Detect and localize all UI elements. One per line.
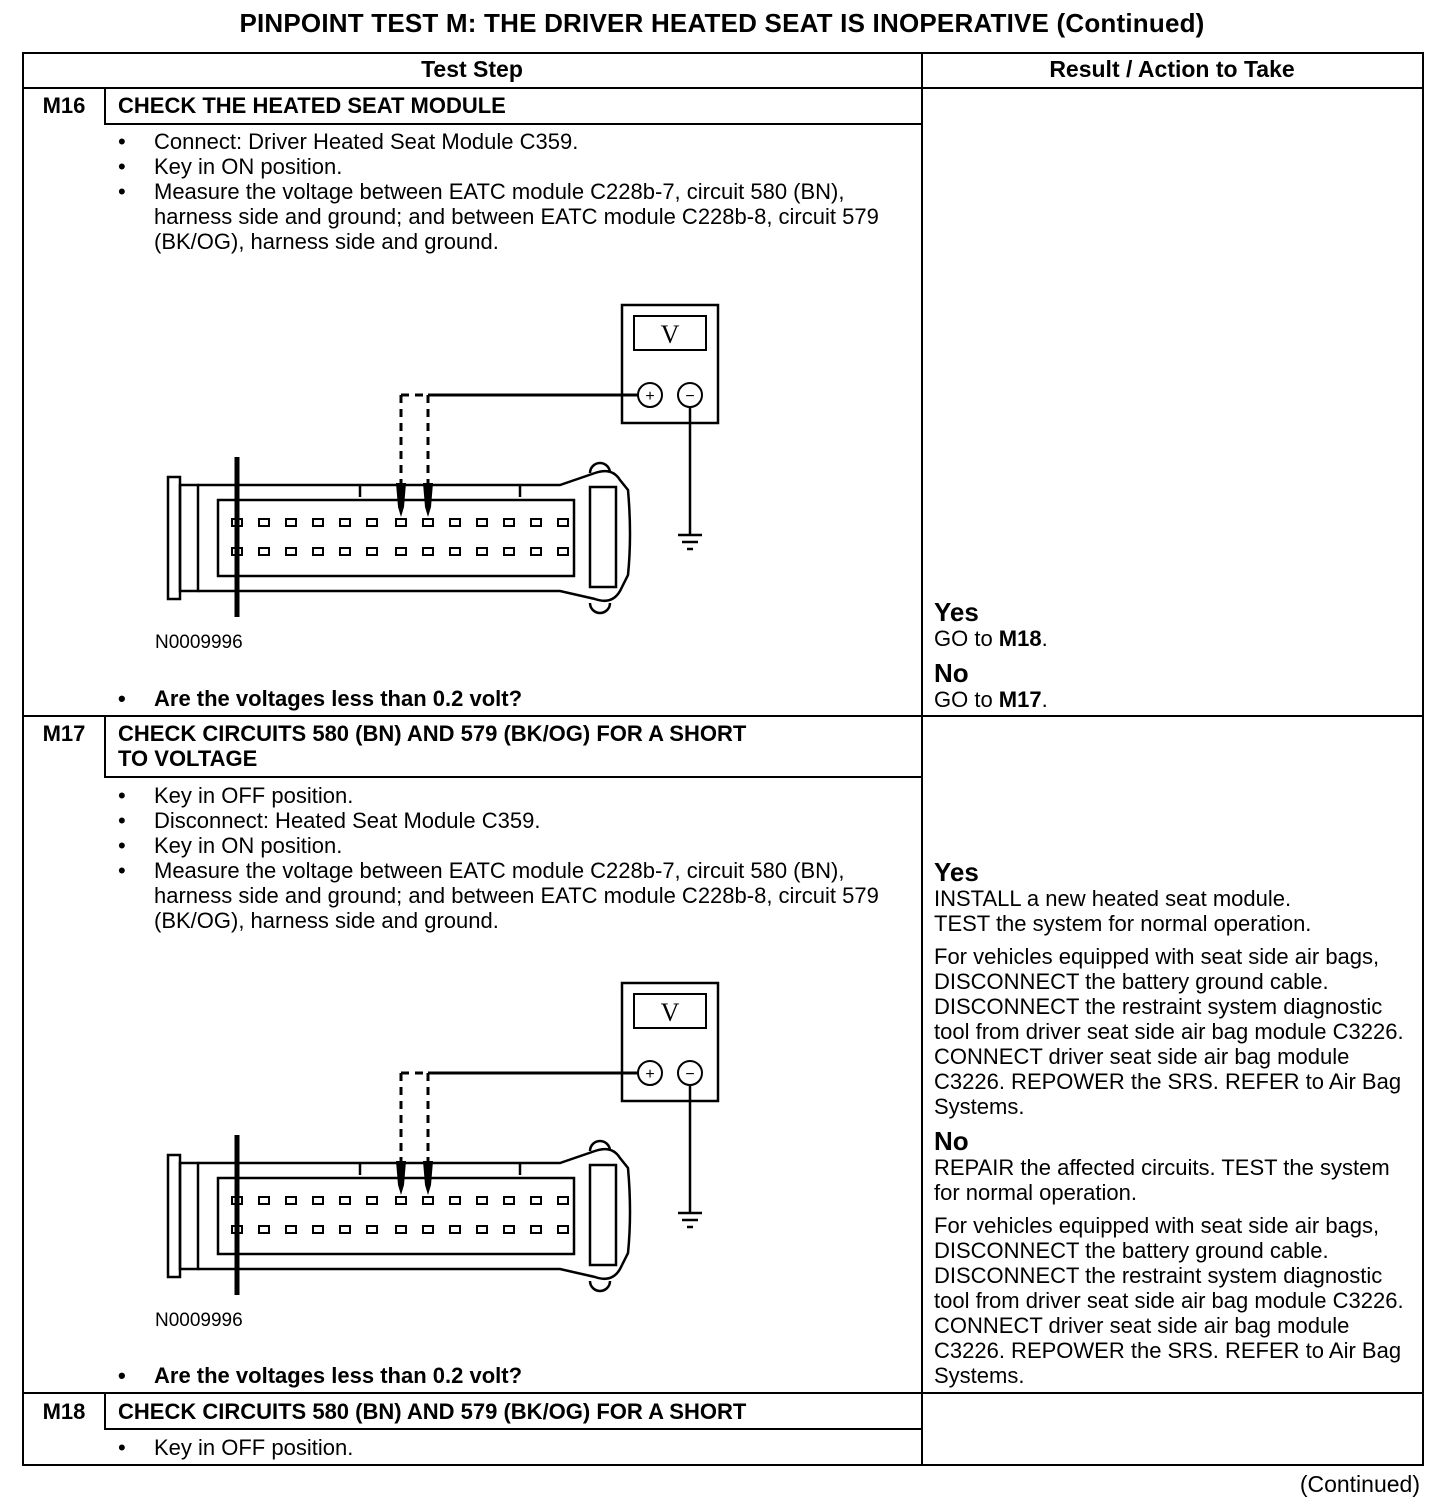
- no-label: No: [934, 1126, 969, 1156]
- yes-action: GO to M18.: [934, 626, 1048, 651]
- step-bullets-m16: [118, 129, 908, 254]
- yes-action-1: INSTALL a new heated seat module.: [934, 886, 1292, 911]
- list-item: • Key in ON position.: [118, 154, 908, 179]
- step-heading-m17-line1: CHECK CIRCUITS 580 (BN) AND 579 (BK/OG) FOR A SHORT: [118, 721, 747, 746]
- list-item: • Disconnect: Heated Seat Module C359.: [118, 808, 908, 833]
- list-item: • Key in ON position.: [118, 833, 908, 858]
- connector-pins: [232, 519, 568, 555]
- list-item: • Connect: Driver Heated Seat Module C359.: [118, 129, 908, 154]
- continued-footer: (Continued): [1299, 1471, 1420, 1497]
- step-id-m17: M17: [42, 721, 86, 746]
- yes-note: For vehicles equipped with seat side air bags, DISCONNECT the battery ground cable. DISCONNECT the restraint system diagnostic tool from driver seat side air bag module C3226. CONNECT driver seat side air bag module C3226. REPOWER the SRS. REFER to Air Bag Systems.: [934, 944, 1404, 1119]
- list-item: [118, 858, 908, 933]
- no-action: REPAIR the affected circuits. TEST the system for normal operation.: [934, 1155, 1390, 1205]
- figure-id-m16: N0009996: [155, 632, 243, 653]
- row-divider: [22, 1392, 1424, 1394]
- step-heading-m16: CHECK THE HEATED SEAT MODULE: [118, 93, 506, 118]
- yes-label: Yes: [934, 597, 979, 627]
- minus-icon: −: [685, 1066, 695, 1083]
- table-bottom-border: [22, 1464, 1424, 1466]
- list-item: • Key in OFF position.: [118, 783, 908, 808]
- step-id-m16: M16: [42, 93, 86, 118]
- header-result: Result / Action to Take: [1049, 56, 1295, 82]
- question-m16: [118, 686, 908, 711]
- table-left-border: [22, 52, 24, 1466]
- step-id-divider: [104, 88, 106, 124]
- page-title: PINPOINT TEST M: THE DRIVER HEATED SEAT IS INOPERATIVE (Continued): [239, 8, 1205, 38]
- goto-m18-link[interactable]: M18: [998, 626, 1042, 651]
- step-heading-m18: CHECK CIRCUITS 580 (BN) AND 579 (BK/OG) FOR A SHORT: [118, 1399, 747, 1424]
- no-label: No: [934, 658, 969, 688]
- no-note: For vehicles equipped with seat side air bags, DISCONNECT the battery ground cable. DISCONNECT the restraint system diagnostic tool from driver seat side air bag module C3226. CONNECT driver seat side air bag module C3226. REPOWER the SRS. REFER to Air Bag Systems.: [934, 1213, 1404, 1388]
- step-heading-m17-line2: TO VOLTAGE: [118, 746, 258, 771]
- step-heading-underline: [104, 776, 922, 778]
- connector: [168, 457, 630, 617]
- list-item: • Are the voltages less than 0.2 volt?: [118, 686, 908, 711]
- wiring-diagram-m17: [150, 973, 740, 1303]
- list-item: [118, 179, 908, 254]
- step-heading-underline: [104, 123, 922, 125]
- connector: [168, 1135, 630, 1295]
- plus-icon: +: [645, 1066, 655, 1083]
- figure-id-m17: N0009996: [155, 1310, 243, 1331]
- meter-label: V: [660, 998, 680, 1027]
- list-item: • Key in OFF position.: [118, 1435, 908, 1460]
- measure-text: • Measure the voltage between EATC module C228b-7, circuit 580 (BN), harness side and ground; and between EATC module C228b-8, circuit 579 (BK/OG), harness side and ground.: [154, 858, 879, 933]
- header-test-step: Test Step: [421, 56, 523, 82]
- step-bullets-m18: [118, 1435, 908, 1460]
- row-divider: [22, 715, 1424, 717]
- wiring-diagram-m16: [150, 295, 740, 625]
- step-id-m18: M18: [42, 1399, 86, 1424]
- result-m16: [934, 598, 1424, 712]
- column-divider: [921, 52, 923, 1466]
- step-id-divider: [104, 716, 106, 778]
- goto-m17-link[interactable]: M17: [998, 687, 1042, 712]
- ground-icon: [678, 535, 702, 549]
- table-right-border: [1422, 52, 1424, 1466]
- step-bullets-m17: [118, 783, 908, 933]
- yes-action-2: TEST the system for normal operation.: [934, 911, 1312, 936]
- connector-pins: [232, 1197, 568, 1233]
- ground-icon: [678, 1213, 702, 1227]
- measure-text: • Measure the voltage between EATC module C228b-7, circuit 580 (BN), harness side and ground; and between EATC module C228b-8, circuit 579 (BK/OG), harness side and ground.: [154, 179, 879, 254]
- step-heading-underline: [104, 1428, 922, 1430]
- header-divider: [22, 87, 1424, 89]
- minus-icon: −: [685, 388, 695, 405]
- result-m17: [934, 858, 1418, 1388]
- yes-label: Yes: [934, 857, 979, 887]
- table-top-border: [22, 52, 1424, 54]
- step-id-divider: [104, 1393, 106, 1429]
- no-action: GO to M17.: [934, 687, 1048, 712]
- question-m17: [118, 1363, 908, 1388]
- plus-icon: +: [645, 388, 655, 405]
- list-item: • Are the voltages less than 0.2 volt?: [118, 1363, 908, 1388]
- meter-label: V: [660, 320, 680, 349]
